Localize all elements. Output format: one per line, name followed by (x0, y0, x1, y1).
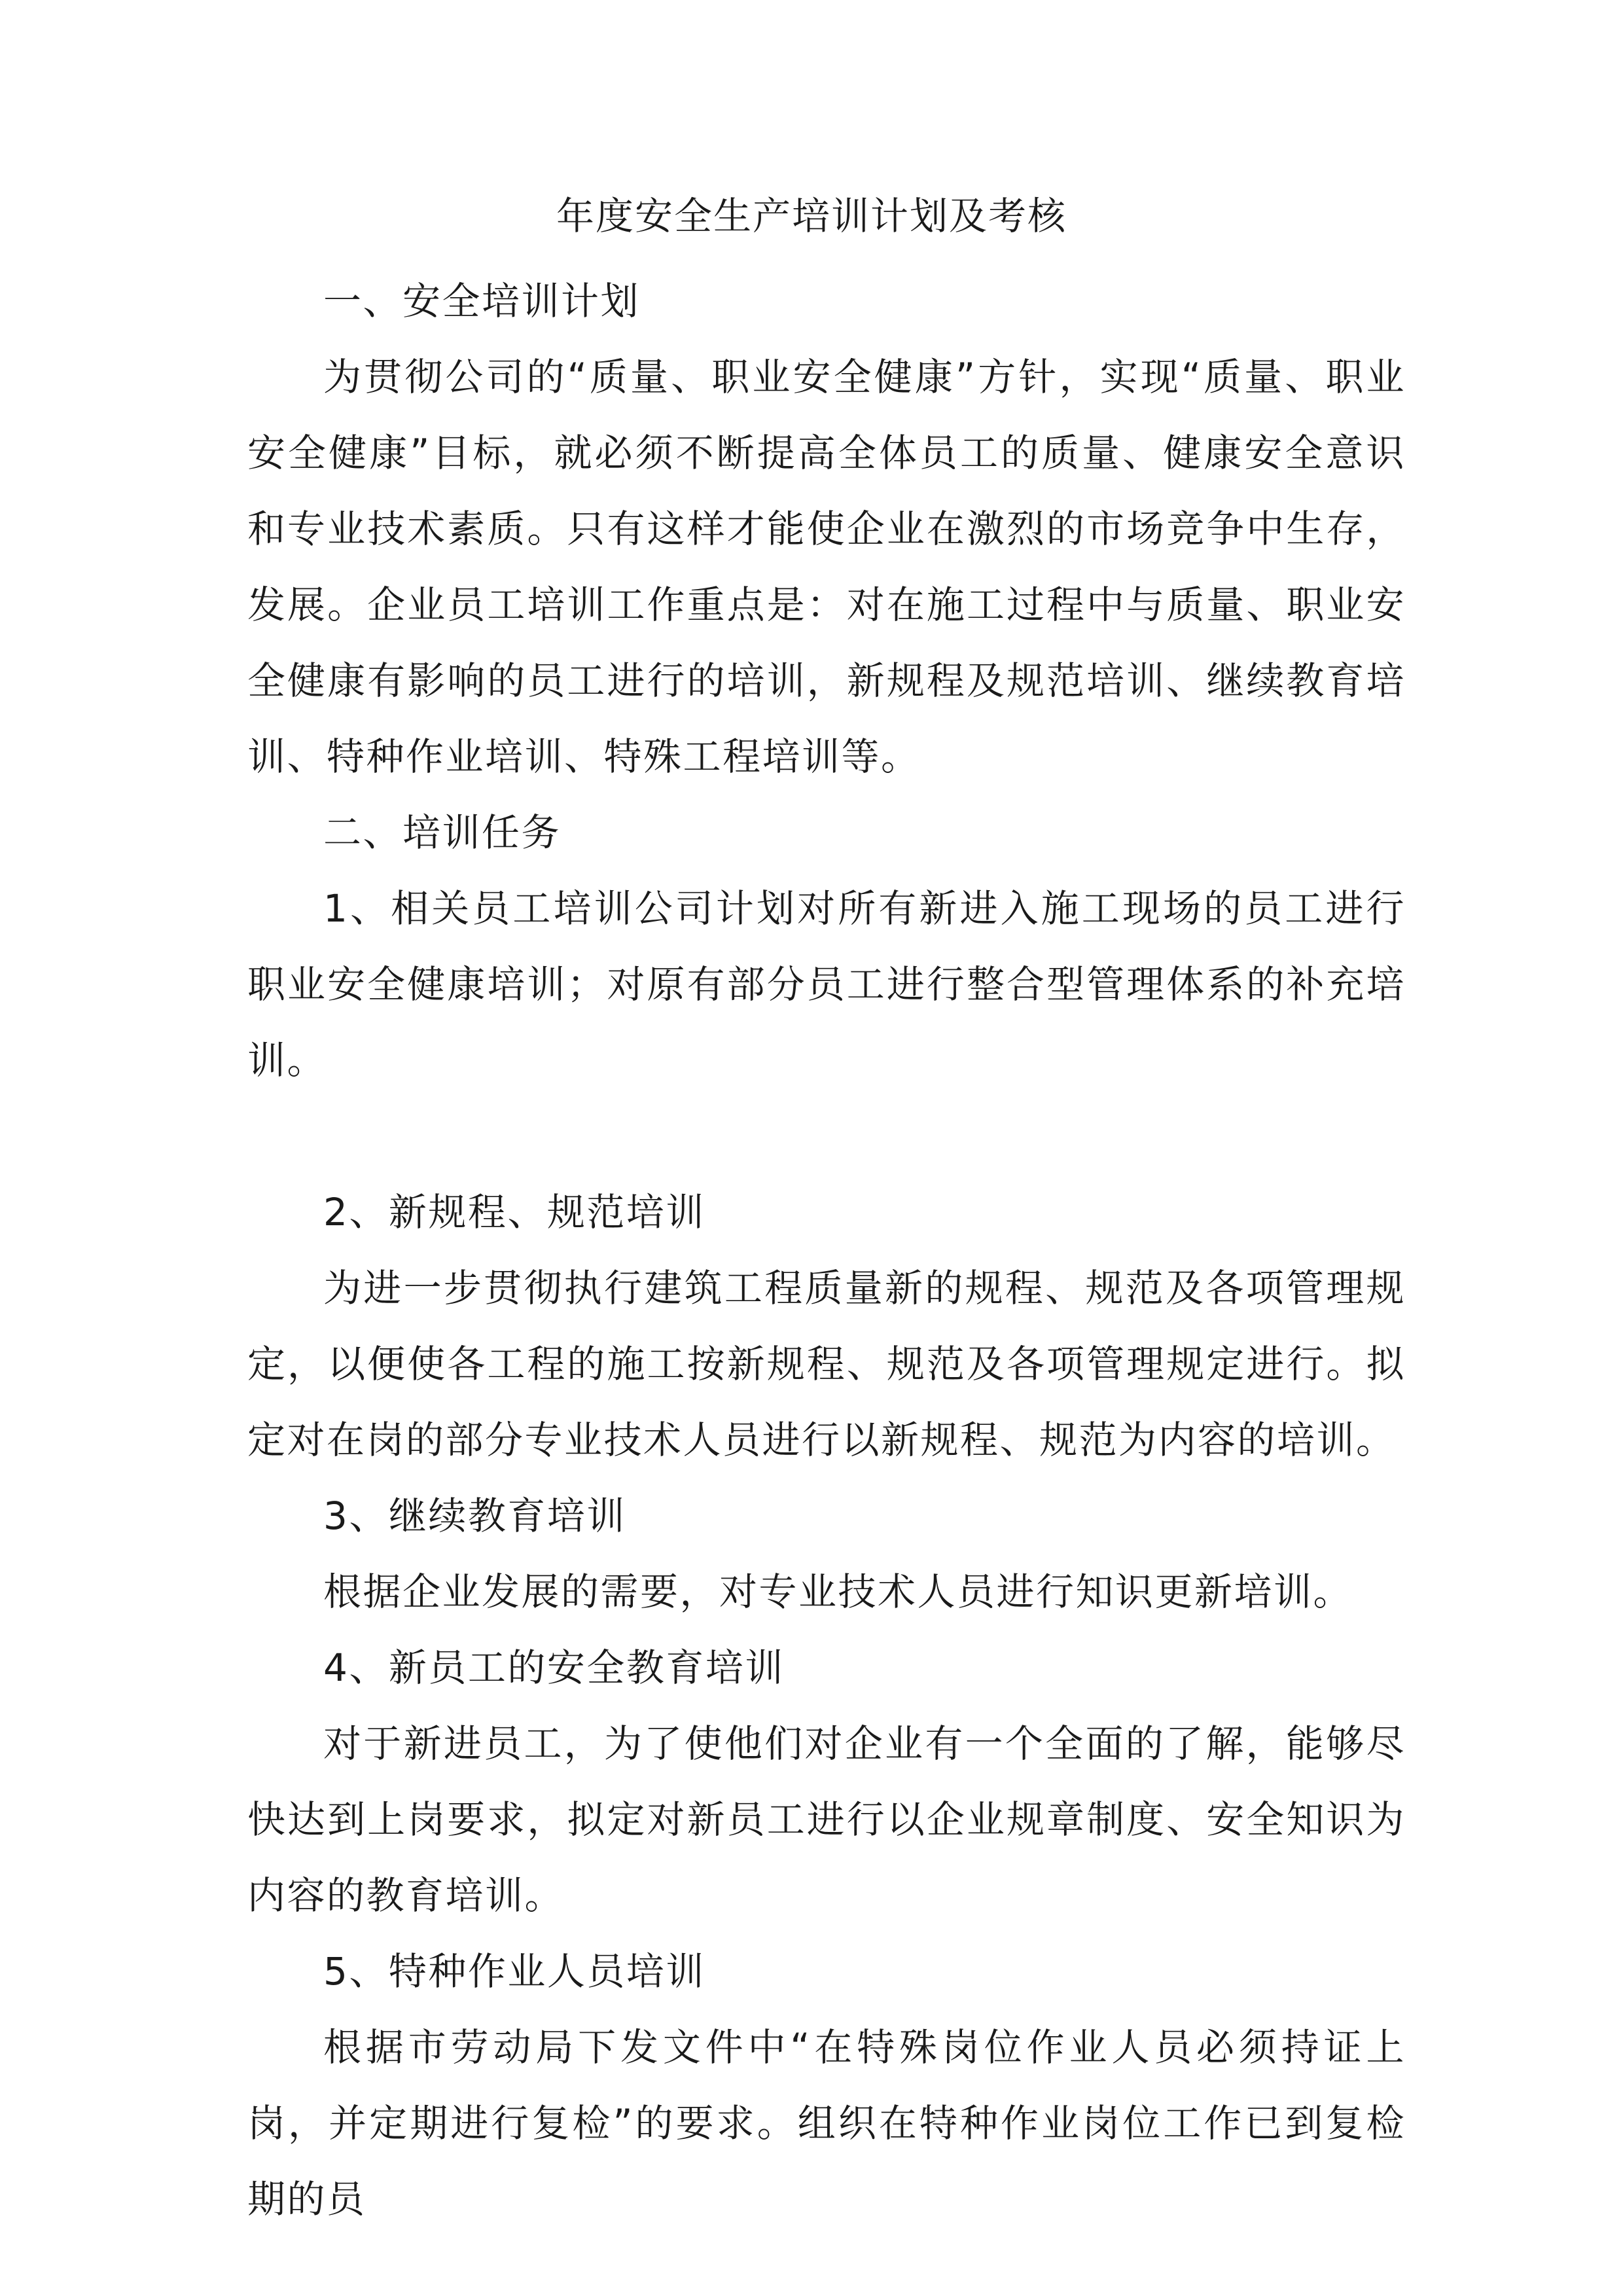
paragraph-new-regulations: 为进一步贯彻执行建筑工程质量新的规程、规范及各项管理规定，以便使各工程的施工按新规程、规范及各项管理规定进行。拟定对在岗的部分专业技术人员进行以新规程、规范为内容的培训。 (247, 1266, 1406, 1462)
paragraph-item-1-staff-training: 1、相关员工培训公司计划对所有新进入施工现场的员工进行职业安全健康培训；对原有部分员工进行整合型管理体系的补充培训。 (247, 886, 1406, 1083)
section-heading-training-tasks: 二、培训任务 (323, 810, 562, 855)
item-heading-special-operations: 5、特种作业人员培训 (323, 1949, 705, 1994)
paragraph-new-employee-safety: 对于新进员工，为了使他们对企业有一个全面的了解，能够尽快达到上岗要求，拟定对新员工进行以企业规章制度、安全知识为内容的教育培训。 (247, 1721, 1406, 1918)
item-heading-continuing-education: 3、继续教育培训 (323, 1494, 626, 1538)
document-body (247, 263, 1406, 2237)
item-heading-new-employee-safety: 4、新员工的安全教育培训 (323, 1645, 785, 1690)
paragraph-continuing-education: 根据企业发展的需要，对专业技术人员进行知识更新培训。 (323, 1570, 1353, 1614)
paragraph-safety-training-plan: 为贯彻公司的“质量、职业安全健康”方针，实现“质量、职业安全健康”目标，就必须不断提高全体员工的质量、健康安全意识和专业技术素质。只有这样才能使企业在激烈的市场竞争中生存，发展。企业员工培训工作重点是：对在施工过程中与质量、职业安全健康有影响的员工进行的培训，新规程及规范培训、继续教育培训、特种作业培训、特殊工程培训等。 (247, 355, 1406, 779)
blank-line (247, 1098, 1406, 1174)
section-heading-safety-training-plan: 一、安全培训计划 (323, 279, 641, 323)
document-title: 年度安全生产培训计划及考核 (556, 194, 1067, 238)
paragraph-special-operations: 根据市劳动局下发文件中“在特殊岗位作业人员必须持证上岗，并定期进行复检”的要求。组织在特种作业岗位工作已到复检期的员 (247, 2025, 1406, 2221)
item-heading-new-regulations: 2、新规程、规范培训 (323, 1190, 705, 1234)
